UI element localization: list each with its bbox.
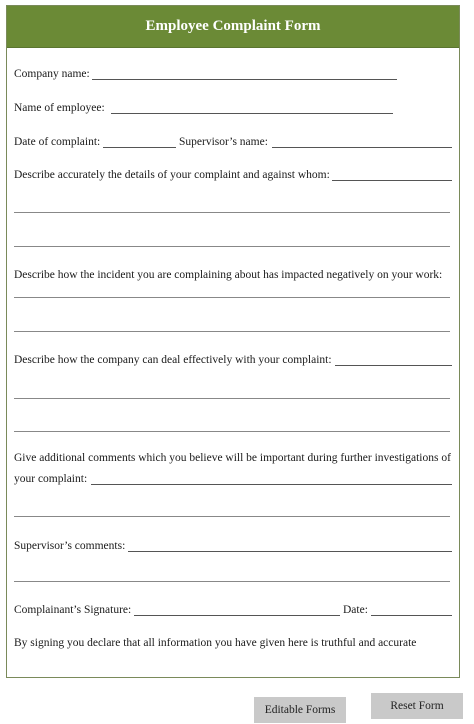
additional-comments-field[interactable]	[91, 484, 452, 485]
describe-details-label: Describe accurately the details of your complaint and against whom:	[14, 169, 330, 181]
complaint-form	[6, 5, 460, 678]
describe-impact-line-2[interactable]	[14, 331, 450, 332]
company-name-label: Company name:	[14, 68, 90, 80]
date-label: Date:	[343, 604, 368, 616]
supervisor-comments-line-2[interactable]	[14, 581, 450, 582]
supervisor-name-field[interactable]	[272, 147, 452, 148]
signature-field[interactable]	[134, 615, 340, 616]
describe-impact-label: Describe how the incident you are complaining about has impacted negatively on your work:	[14, 269, 443, 281]
describe-deal-field[interactable]	[335, 365, 452, 366]
supervisor-name-label: Supervisor’s name:	[179, 136, 268, 148]
editable-forms-button[interactable]: Editable Forms	[254, 697, 346, 723]
describe-details-line-3[interactable]	[14, 246, 450, 247]
employee-name-field[interactable]	[111, 113, 393, 114]
date-of-complaint-label: Date of complaint:	[14, 136, 101, 148]
signature-label: Complainant’s Signature:	[14, 604, 132, 616]
reset-form-button[interactable]: Reset Form	[371, 693, 463, 719]
date-of-complaint-field[interactable]	[103, 147, 176, 148]
declaration-text: By signing you declare that all information you have given here is truthful and accurate	[14, 637, 417, 649]
describe-deal-line-3[interactable]	[14, 431, 450, 432]
additional-comments-line-2[interactable]	[14, 516, 450, 517]
additional-comments-label-2: your complaint:	[14, 473, 88, 485]
describe-details-field[interactable]	[332, 180, 452, 181]
supervisor-comments-field[interactable]	[128, 551, 452, 552]
describe-details-line-2[interactable]	[14, 212, 450, 213]
describe-impact-line-1[interactable]	[14, 297, 450, 298]
describe-deal-line-2[interactable]	[14, 398, 450, 399]
additional-comments-label-1: Give additional comments which you believe will be important during further investigations of	[14, 452, 451, 464]
date-field[interactable]	[371, 615, 452, 616]
company-name-field[interactable]	[92, 79, 397, 80]
employee-name-label: Name of employee:	[14, 102, 105, 114]
supervisor-comments-label: Supervisor’s comments:	[14, 540, 126, 552]
form-title: Employee Complaint Form	[7, 6, 459, 48]
describe-deal-label: Describe how the company can deal effectively with your complaint:	[14, 354, 332, 366]
